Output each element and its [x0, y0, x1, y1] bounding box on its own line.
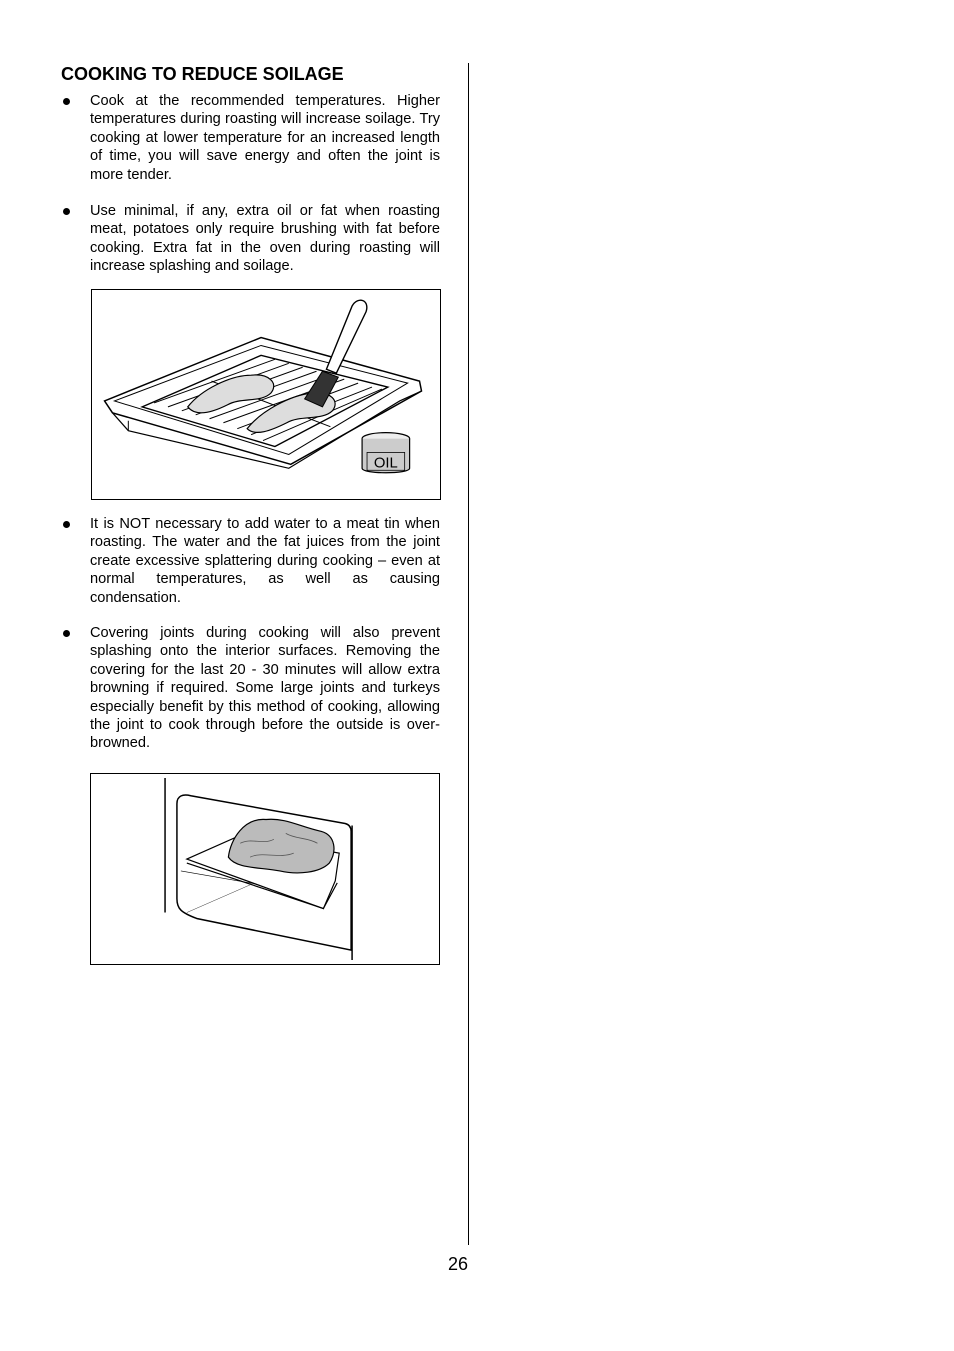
section-heading: COOKING TO REDUCE SOILAGE: [61, 64, 344, 84]
column-divider: [468, 63, 469, 1245]
bullet-text: Cook at the recommended temperatures. Higher temperatures during roasting will increase soilage. Try cooking at lower temperature for an increased length of time, you will save energy and often the joint is more tender.: [90, 93, 440, 183]
bullet-item: [61, 624, 440, 753]
oil-jar-icon: [362, 433, 410, 473]
bullet-dot: [63, 630, 70, 637]
roasting-tin-illustration: [91, 289, 441, 500]
bullet-text: Covering joints during cooking will also prevent splashing onto the interior surfaces. Removing the covering for the last 20 - 30 minutes will allow extra browning if required. Some large joints and turkeys especially benefit by this method of cooking, allowing the joint to cook through before the outside is over-browned.: [90, 625, 440, 752]
page-number: 26: [448, 1254, 469, 1274]
roasting-tin-drawing: [92, 290, 440, 499]
bullet-text: It is NOT necessary to add water to a meat tin when roasting. The water and the fat juices from the joint create excessive splattering during cooking – even at normal temperatures, as well as causing condensation.: [90, 516, 440, 606]
bullet-dot: [63, 98, 70, 105]
oil-label: OIL: [373, 455, 398, 472]
bullet-dot: [63, 521, 70, 528]
covered-joint-illustration: [90, 773, 440, 965]
bullet-item: [61, 92, 440, 184]
covered-joint-drawing: [91, 774, 439, 964]
bullet-item: [61, 202, 440, 276]
bullet-item: [61, 515, 440, 607]
bullet-dot: [63, 208, 70, 215]
bullet-text: Use minimal, if any, extra oil or fat when roasting meat, potatoes only require brushing with fat before cooking. Extra fat in the oven during roasting will increase splashing and soilage.: [90, 203, 440, 275]
